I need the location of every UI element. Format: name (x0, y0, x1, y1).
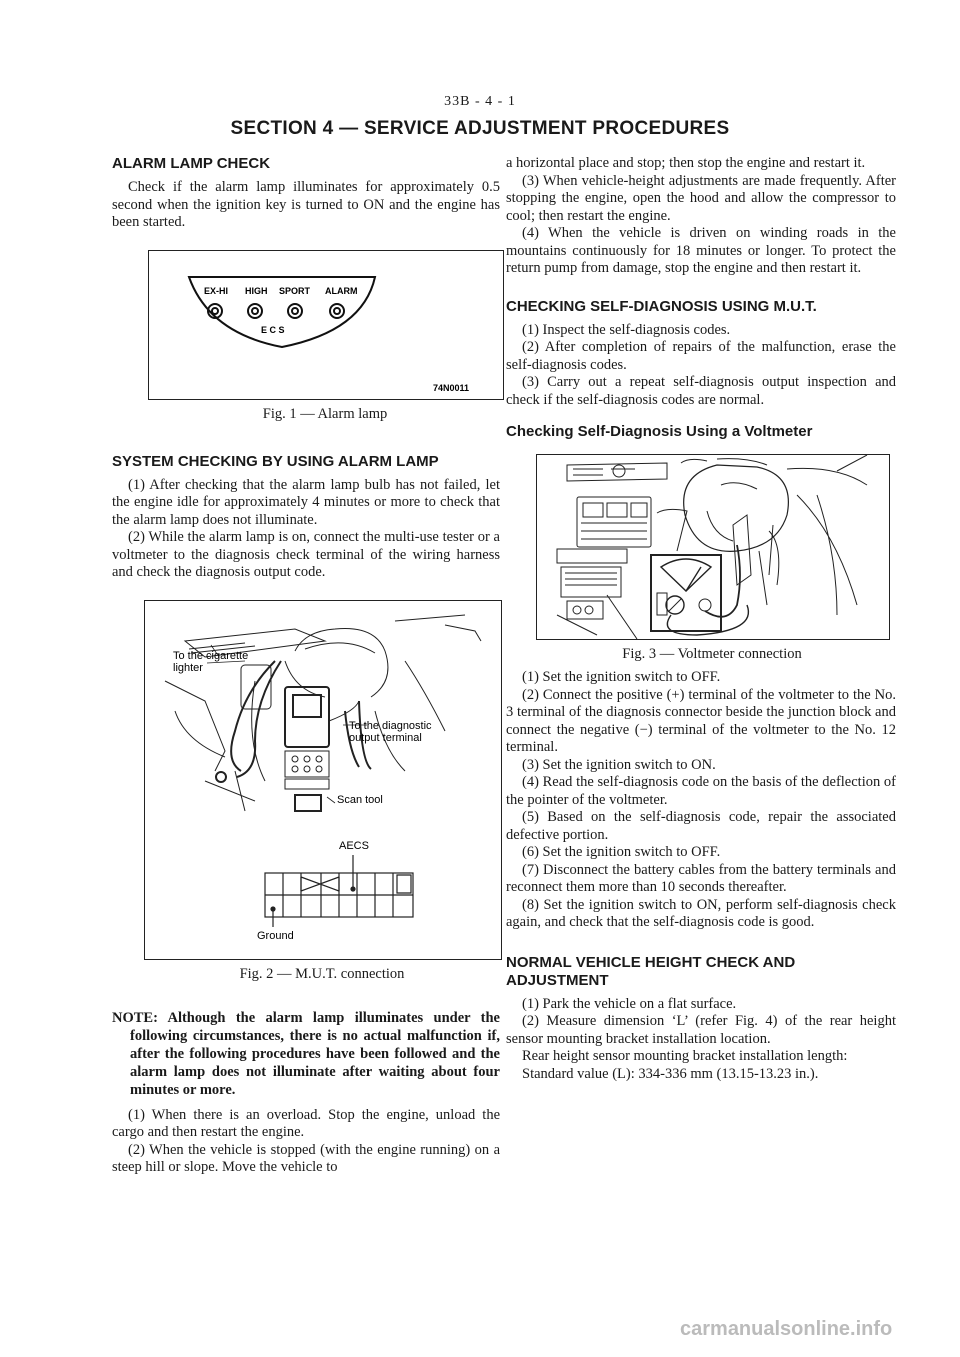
figure-1-alarm-lamp (148, 250, 504, 400)
voltmeter-illustration (537, 455, 889, 639)
ecs-label: E C S (261, 324, 285, 335)
voltmeter-step-1: (1) Set the ignition switch to OFF. (522, 669, 721, 685)
footer-watermark: carmanualsonline.info (680, 1318, 893, 1340)
mut-check-step-2: (2) After completion of repairs of the malfunction, erase the self-diagnosis codes. (506, 339, 896, 373)
label-diagnostic-terminal: To the diagnostic (349, 719, 432, 732)
voltmeter-step-6: (6) Set the ignition switch to OFF. (522, 844, 721, 860)
page-number: 33B - 4 - 1 (444, 94, 516, 109)
label-ground: Ground (257, 929, 294, 942)
figure-2-mut-connection (144, 600, 502, 960)
system-check-step-2: (2) While the alarm lamp is on, connect the multi-use tester or a voltmeter to the diagnosis check terminal of the wiring harness and check the diagnosis output code. (112, 529, 500, 580)
label-lighter: lighter (173, 661, 203, 674)
mut-check-heading: CHECKING SELF-DIAGNOSIS USING M.U.T. (506, 297, 817, 315)
circumstance-1: (1) When there is an overload. Stop the engine, unload the cargo and then restart the engine. (112, 1106, 500, 1140)
voltmeter-step-8: (8) Set the ignition switch to ON, perform self-diagnosis check again, and check that the self-diagnosis code is good. (506, 896, 896, 930)
alarm-lamp-check-heading: ALARM LAMP CHECK (112, 155, 271, 172)
lamp-label-high: HIGH (245, 285, 268, 296)
alarm-lamp-check-text: Check if the alarm lamp illuminates for approximately 0.5 second when the ignition key is turned to ON and the engine has been started. (112, 179, 500, 230)
circumstance-4: (4) When the vehicle is driven on winding roads in the mountains continuously for 18 minutes or longer. To protect the return pump from damage, stop the engine and then restart it. (506, 225, 896, 276)
lamp-label-ex-hi: EX-HI (204, 285, 229, 296)
circumstance-2: (2) When the vehicle is stopped (with the engine running) on a steep hill or slope. Move the vehicle to (112, 1141, 500, 1175)
system-check-heading: SYSTEM CHECKING BY USING ALARM LAMP (112, 452, 439, 470)
mut-check-step-1: (1) Inspect the self-diagnosis codes. (522, 321, 731, 338)
lamp-label-alarm: ALARM (325, 285, 358, 296)
voltmeter-step-2: (2) Connect the positive (+) terminal of the voltmeter to the No. 3 terminal of the diagnosis connector beside the junction block and connect the negative (−) terminal of the voltmeter to the No. 12 terminal. (506, 686, 896, 755)
figure-3-voltmeter-connection (536, 454, 890, 640)
alarm-lamp-illustration (149, 251, 503, 399)
voltmeter-step-4: (4) Read the self-diagnosis code on the basis of the deflection of the pointer of the voltmeter. (506, 774, 896, 808)
circumstance-3: (3) When vehicle-height adjustments are made frequently. After stopping the engine, open the hood and allow the compressor to cool; then restart the engine. (506, 172, 896, 224)
voltmeter-step-3: (3) Set the ignition switch to ON. (522, 756, 716, 773)
figure-3-caption: Fig. 3 — Voltmeter connection (622, 646, 802, 662)
lamp-icons (208, 304, 344, 318)
voltmeter-check-heading: Checking Self-Diagnosis Using a Voltmeter (506, 423, 813, 440)
figure-1-caption: Fig. 1 — Alarm lamp (262, 405, 388, 422)
left-column (112, 155, 500, 1177)
figure-code: 74N0011 (433, 382, 470, 393)
height-check-step-1: (1) Park the vehicle on a flat surface. (522, 995, 737, 1012)
section-title: SECTION 4 — SERVICE ADJUSTMENT PROCEDURES (230, 118, 730, 139)
label-aecs: AECS (339, 839, 369, 852)
height-check-step-2: (2) Measure dimension ‘L’ (refer Fig. 4) of the rear height sensor mounting bracket installation location. (506, 1013, 896, 1047)
figure-2-caption: Fig. 2 — M.U.T. connection (239, 965, 405, 982)
mut-connection-illustration (145, 601, 501, 959)
system-check-step-1: (1) After checking that the alarm lamp bulb has not failed, let the engine idle for approximately 4 minutes or more to check that the alarm lamp does not illuminate. (112, 476, 500, 528)
lamp-label-sport: SPORT (279, 285, 311, 296)
height-check-standard-value: Standard value (L): 334-336 mm (13.15-13.23 in.). (522, 1065, 819, 1082)
right-column (506, 155, 896, 1083)
note-text: NOTE: Although the alarm lamp illuminates under the following circumstances, there is no actual malfunction if, after the following procedures have been followed and the alarm lamp does not illuminate after waiting about four minutes or more. (112, 1009, 500, 1098)
label-cigarette-lighter: To the cigarette (173, 649, 249, 662)
height-check-heading: NORMAL VEHICLE HEIGHT CHECK AND ADJUSTMENT (506, 953, 796, 989)
diagnosis-connector (265, 855, 413, 927)
label-output-terminal: output terminal (349, 731, 422, 744)
voltmeter-step-5: (5) Based on the self-diagnosis code, repair the associated defective portion. (506, 809, 896, 843)
label-scan-tool: Scan tool (337, 793, 383, 806)
height-check-bracket-label: Rear height sensor mounting bracket installation length: (522, 1048, 848, 1064)
voltmeter-step-7: (7) Disconnect the battery cables from the battery terminals and reconnect them more than 10 seconds thereafter. (506, 861, 896, 895)
circumstance-2-cont: a horizontal place and stop; then stop the engine and restart it. (506, 155, 866, 171)
mut-check-step-3: (3) Carry out a repeat self-diagnosis output inspection and check if the self-diagnosis codes are normal. (506, 374, 896, 408)
